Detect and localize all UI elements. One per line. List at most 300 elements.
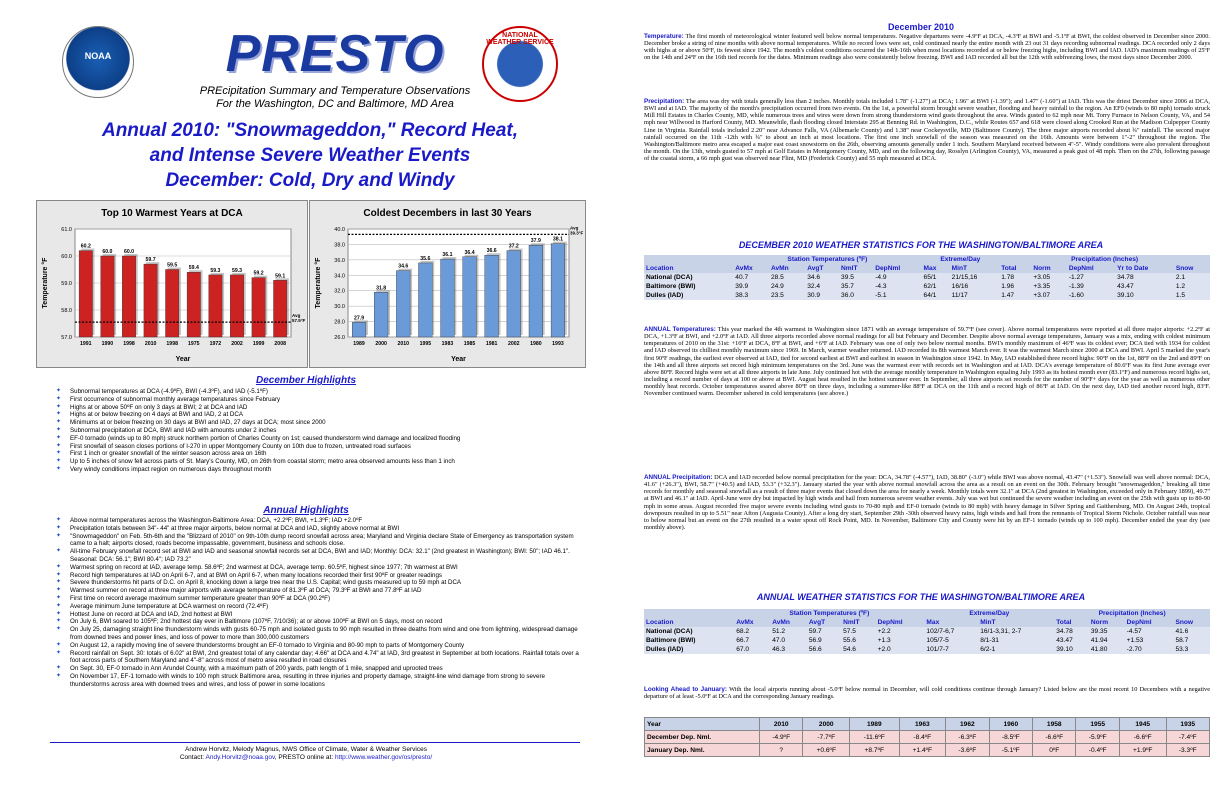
table-row xyxy=(645,718,1210,731)
column-header: AvMx xyxy=(733,264,769,273)
table-cell: 66.7 xyxy=(734,636,770,645)
chart-warmest-years xyxy=(36,200,308,368)
table-cell: 16/16 xyxy=(950,282,1000,291)
look-ahead-label: Looking Ahead to January: xyxy=(644,686,727,693)
column-header-row xyxy=(644,264,1210,273)
table-row xyxy=(644,636,1210,645)
right-column xyxy=(618,0,1224,792)
y-tick-label: 36.0 xyxy=(334,257,345,264)
table-cell: 1.5 xyxy=(1174,291,1210,300)
data-label: 59.4 xyxy=(188,265,199,272)
data-label: 59.1 xyxy=(275,273,286,280)
table-cell: Dulles (IAD) xyxy=(644,645,734,654)
contact-mid: , PRESTO online at: xyxy=(274,754,335,761)
table-cell: -5.9ºF xyxy=(1076,731,1119,744)
highlight-item: ✦ Hottest June on record at DCA and IAD, 2nd hottest at BWI xyxy=(56,611,586,619)
data-label: 37.2 xyxy=(508,243,519,250)
column-header: Total xyxy=(999,264,1031,273)
table-cell: -4.57 xyxy=(1125,627,1174,636)
bar xyxy=(122,256,135,337)
table-cell: 6/2-1 xyxy=(978,645,1054,654)
table-cell: 30.9 xyxy=(805,291,839,300)
x-tick-label: 1995 xyxy=(419,341,432,347)
table-cell: 1.47 xyxy=(999,291,1031,300)
data-label: 34.6 xyxy=(398,263,409,270)
table-cell: 1963 xyxy=(899,718,946,731)
column-header: Snow xyxy=(1173,618,1210,627)
group-header: Extreme/Day xyxy=(922,255,1000,264)
bar xyxy=(79,251,92,337)
column-header: DepNml xyxy=(876,618,925,627)
table-row xyxy=(644,627,1210,636)
table-cell: 1962 xyxy=(946,718,989,731)
column-header: Snow xyxy=(1174,264,1210,273)
bar xyxy=(252,278,265,337)
table-cell: 1.96 xyxy=(999,282,1031,291)
highlight-item: ✦ All-time February snowfall record set at BWI and IAD and seasonal snowfall records set at DCA, BWI and IAD; Monthly: DCA: 32.1" (2nd greatest in Washington); BWI: 50"; IAD 46.1". Seasonal: DCA: 56.1"; BWI 80.4"; IAD 73.2" xyxy=(56,548,586,564)
y-tick-label: 57.0 xyxy=(61,335,72,341)
highlight-item: ✦ First time on record average maximum summer temperature greater than 90ºF at DCA (90.2ºF) xyxy=(56,595,586,603)
subtitle-line1: PREcipitation Summary and Temperature Observations xyxy=(199,85,471,97)
table-cell: -8.4ºF xyxy=(899,731,946,744)
table-cell: +3.35 xyxy=(1031,282,1066,291)
presto-title: PRESTO xyxy=(225,25,445,83)
table-cell: 102/7-6,7 xyxy=(924,627,978,636)
table-cell: 51.2 xyxy=(770,627,807,636)
x-tick-label: 1999 xyxy=(252,341,265,347)
december-heading: December 2010 xyxy=(887,22,955,32)
column-header: AvMn xyxy=(770,618,807,627)
table-cell: 1958 xyxy=(1033,718,1076,731)
table-cell: 1.2 xyxy=(1174,282,1210,291)
temp-label: Temperature: xyxy=(644,33,684,40)
table-cell: 58.7 xyxy=(1173,636,1210,645)
group-header: Station Temperatures (ºF) xyxy=(734,609,924,618)
average-label-line: Avg xyxy=(570,225,579,231)
table-cell: 64/1 xyxy=(922,291,950,300)
column-header: Location xyxy=(644,264,733,273)
group-header: Precipitation (Inches) xyxy=(999,255,1210,264)
x-tick-label: 2010 xyxy=(144,341,157,347)
table-cell: -3.3ºF xyxy=(1166,744,1210,757)
table-cell: -1.39 xyxy=(1067,282,1115,291)
highlight-item: ✦ Up to 5 inches of snow fell across parts of St. Mary's County, MD, on 26th from coastal storm; metro area observed amounts less than 1 inch xyxy=(56,458,586,466)
highlight-item: ✦ Minimums at or below freezing on 30 days at BWI and IAD, 27 days at DCA; most since 2000 xyxy=(56,419,586,427)
table-cell: 41.94 xyxy=(1089,636,1125,645)
table-cell: 41.80 xyxy=(1089,645,1125,654)
table-cell: 105/7-5 xyxy=(924,636,978,645)
table-cell: 1955 xyxy=(1076,718,1119,731)
average-label xyxy=(570,225,584,235)
highlight-item: ✦ Average minimum June temperature at DCA warmest on record (72.4ºF) xyxy=(56,603,586,611)
table-cell: 2.1 xyxy=(1174,273,1210,282)
x-tick-label: 2002 xyxy=(507,341,520,347)
credits xyxy=(0,746,612,762)
annual-highlights-list xyxy=(56,517,586,689)
table-cell: 53.3 xyxy=(1173,645,1210,654)
table-cell: 2000 xyxy=(803,718,850,731)
table-cell: National (DCA) xyxy=(644,273,733,282)
highlight-item: ✦ "Snowmageddon" on Feb. 5th-6th and the "Blizzard of 2010" on 9th-10th dump record snowfall across area; Maryland and Virginia declare State of Emergency as transportation system came to a halt; airports closed, roads become impassable, government, business and schools close. xyxy=(56,533,586,549)
data-label: 38.1 xyxy=(552,236,564,243)
y-tick-label: 40.0 xyxy=(334,227,345,233)
table-row xyxy=(644,282,1210,291)
data-label: 59.5 xyxy=(167,262,178,269)
x-tick-label: 1980 xyxy=(530,341,542,347)
table-cell: 65/1 xyxy=(922,273,950,282)
column-header: Location xyxy=(644,618,734,627)
table-cell: -11.6ºF xyxy=(850,731,900,744)
column-header-row xyxy=(644,618,1210,627)
table-cell: 0ºF xyxy=(1033,744,1076,757)
chart-coldest-decembers-svg xyxy=(310,201,585,367)
average-label xyxy=(292,313,306,323)
contact-prefix: Contact: xyxy=(179,754,206,761)
table-cell: +0.6ºF xyxy=(803,744,850,757)
table-cell: 36.0 xyxy=(839,291,873,300)
chart-coldest-decembers xyxy=(309,200,586,368)
table-row xyxy=(645,744,1210,757)
annual-stats-title: ANNUAL WEATHER STATISTICS FOR THE WASHINGTON/BALTIMORE AREA xyxy=(756,592,1086,602)
column-header: AvgT xyxy=(805,264,839,273)
bar xyxy=(551,244,565,337)
highlight-item: ✦ First snowfall of season closes portions of I-270 in upper Montgomery County on 10th due to frozen, untreated road surfaces xyxy=(56,443,586,451)
group-header: Station Temperatures (ºF) xyxy=(733,255,921,264)
column-header: Norm xyxy=(1031,264,1066,273)
table-cell: 1.78 xyxy=(999,273,1031,282)
table-cell: +8.7ºF xyxy=(850,744,900,757)
data-label: 59.3 xyxy=(231,267,243,274)
annual-highlights-heading: Annual Highlights xyxy=(263,505,349,516)
table-cell: 46.3 xyxy=(770,645,807,654)
table-cell: -8.5ºF xyxy=(989,731,1032,744)
y-tick-label: 38.0 xyxy=(334,242,345,249)
table-cell: 54.6 xyxy=(841,645,876,654)
main-title-line3: December: Cold, Dry and Windy xyxy=(165,170,455,191)
y-axis-label: Temperature °F xyxy=(315,257,322,309)
contact-email-link[interactable]: Andy.Horvitz@noaa.gov xyxy=(205,754,275,761)
bar xyxy=(352,322,366,337)
highlight-item: ✦ Warmest spring on record at IAD, average temp. 58.6ºF; 2nd warmest at DCA, average temp. 60.5ºF, highest since 1977; 7th warmest at BWI xyxy=(56,564,586,572)
column-header: MinT xyxy=(978,618,1054,627)
table-cell: +1.53 xyxy=(1125,636,1174,645)
table-cell: 35.7 xyxy=(839,282,873,291)
table-cell: January Dep. Nml. xyxy=(645,744,760,757)
highlight-item: ✦ On November 17, EF-1 tornado with winds to 100 mph struck Baltimore area, resulting in three injuries and property damage, straight-line wind damage from strong to severe thunderstorms across area with downed trees and wires, and loss of power in some locations xyxy=(56,673,586,689)
table-cell: -1.60 xyxy=(1067,291,1115,300)
highlight-item: ✦ Subnormal temperatures at DCA (-4.9ºF), BWI (-4.3ºF), and IAD (-5.1ºF) xyxy=(56,388,586,396)
table-cell: +3.05 xyxy=(1031,273,1066,282)
annual-precip-paragraph xyxy=(644,474,1210,531)
highlight-item: ✦ On Sept. 30, EF-0 tornado in Ann Arundel County, with a maximum path of 200 yards, path length of 1 mile, snapped and uprooted trees xyxy=(56,665,586,673)
bar xyxy=(166,270,179,338)
annual-temperature-paragraph xyxy=(644,326,1210,398)
highlight-item: ✦ On July 25, damaging straight line thunderstorm winds with gusts 60-75 mph and isolated gusts to 90 mph resulted in three deaths from wind and one from lightning, widespread damage from downed trees and power lines, and loss of power to more than 300,000 customers xyxy=(56,626,586,642)
table-cell: 101/7-7 xyxy=(924,645,978,654)
table-cell: 21/15,16 xyxy=(950,273,1000,282)
table-cell: 38.3 xyxy=(733,291,769,300)
table-cell: 39.35 xyxy=(1089,627,1125,636)
dec-stats-title: DECEMBER 2010 WEATHER STATISTICS FOR THE WASHINGTON/BALTIMORE AREA xyxy=(738,240,1104,250)
column-header: Norm xyxy=(1089,618,1125,627)
x-tick-label: 1989 xyxy=(353,341,365,347)
table-cell: 67.0 xyxy=(734,645,770,654)
chart-warmest-years-svg xyxy=(37,201,307,367)
x-tick-label: 1998 xyxy=(166,341,178,347)
data-label: 27.9 xyxy=(353,315,365,322)
main-title-line2: and Intense Severe Weather Events xyxy=(149,145,471,166)
bar xyxy=(441,259,455,337)
data-label: 60.2 xyxy=(80,243,91,250)
table-cell: -6.6ºF xyxy=(1033,731,1076,744)
table-cell: 34.78 xyxy=(1115,273,1174,282)
y-tick-label: 26.0 xyxy=(334,335,345,341)
chart-title: Coldest Decembers in last 30 Years xyxy=(363,208,532,219)
december-highlights-list xyxy=(56,388,586,474)
table-cell: -3.6ºF xyxy=(946,744,989,757)
table-cell: 1960 xyxy=(989,718,1032,731)
table-cell: 56.9 xyxy=(807,636,841,645)
table-cell: -5.1ºF xyxy=(989,744,1032,757)
x-tick-label: 1981 xyxy=(485,341,498,347)
table-cell: -5.1 xyxy=(873,291,921,300)
table-cell: 16/1-3,31, 2-7 xyxy=(978,627,1054,636)
column-header: Total xyxy=(1054,618,1089,627)
bar xyxy=(485,255,499,337)
column-header: AvMx xyxy=(734,618,770,627)
table-cell: +2.0 xyxy=(876,645,925,654)
credits-authors: Andrew Horvitz, Melody Magnus, NWS Office of Climate, Water & Weather Services xyxy=(185,746,427,753)
highlight-item: ✦ Severe thunderstorms hit parts of D.C. on April 8, knocking down a large tree near the U.S. Capital; wind gusts measured up to 59 mph at DCA xyxy=(56,579,586,587)
bar xyxy=(396,271,410,337)
table-row xyxy=(644,291,1210,300)
group-header: Extreme/Day xyxy=(924,609,1054,618)
x-tick-label: 2010 xyxy=(397,341,410,347)
highlight-item: ✦ Warmest summer on record at three major airports with average temperature of 81.3ºF at DCA; 79.3ºF at BWI and 77.8ºF at IAD xyxy=(56,587,586,595)
x-tick-label: 1975 xyxy=(188,341,200,347)
table-cell: 39.10 xyxy=(1115,291,1174,300)
average-label-line: Avg xyxy=(292,313,301,319)
december-january-table xyxy=(644,717,1210,757)
main-title-line1: Annual 2010: "Snowmageddon," Record Heat, xyxy=(101,120,519,141)
column-header: AvgT xyxy=(807,618,841,627)
highlight-item: ✦ Highs at or below freezing on 4 days at BWI and IAD, 2 at DCA xyxy=(56,411,586,419)
column-header: Max xyxy=(922,264,950,273)
noaa-logo-text: NOAA xyxy=(84,51,112,61)
annual-temp-label: ANNUAL Temperatures: xyxy=(644,326,716,333)
group-header-blank xyxy=(644,255,733,264)
table-cell: +3.07 xyxy=(1031,291,1066,300)
highlight-item: ✦ On July 6, BWI soared to 105ºF; 2nd hottest day ever in Baltimore (107ºF, 7/10/36); at or above 100ºF at BWI on 5 days, most on record xyxy=(56,618,586,626)
look-ahead-text: With the local airports running about -5.0ºF below normal in December, will cold conditions continue through January? Listed below are the most recent 10 Decembers with a negative departure of at least -5.0ºF at DCA and the corresponding January readings. xyxy=(644,686,1210,701)
subtitle-line2: For the Washington, DC and Baltimore, MD Area xyxy=(216,98,454,110)
table-cell: 47.0 xyxy=(770,636,807,645)
y-tick-label: 61.0 xyxy=(61,227,72,233)
precip-text: The area was dry with totals generally less than 2 inches. Monthly totals included 1.78" (-1.27") at DCA; 1.96" at BWI (-1.39"); and 1.47" (-1.60") at IAD. This was the driest December since 2006 at DCA, BWI and at IAD. The majority of the month's precipitation occurred from two events. On the 1st, a powerful storm brought severe weather, flooding and heavy rainfall to the region. An EF0 (winds to 80 mph) tornado struck Mill Hill Estates in Charles County, MD, while numerous trees and wires were down from strong thunderstorm wind gusts throughout the area. Winds gusted to 62 mph near Mt. Torry Furnace in Nelson County, VA, and 54 mph near Willwood in Harford County, MD. Meanwhile, flash flooding closed Interstate 295 at Benning Rd. in Washington, D.C., while Routes 657 and 618 were closed along Crooked Run at the Madison Culpepper County Line in Virginia. Rainfall totals included 2.20" near Advance Falls, VA (Albemarle County) and 1.38" near Cockeysville, MD (Baltimore County). The three major airports recorded about ¾" rainfall. The second major rainfall occurred on the 11th -12th with ¾" to about an inch at most locations. The first one inch snowfall of the season was measured on the 16th. Amounts were between 1"-2" throughout the region. The Washington/Baltimore metro area escaped a major east coast snowstorm on the 26th, observing amounts generally under 1 inch. Southern Maryland received between 4"-5". Windy conditions were also prevalent throughout the month. On the 13th, winds gusted to 57 mph at Golf Estates in Montgomery County, MD, and on the following day, Rosslyn (Arlington County), VA, measured a peak gust of 48 mph. Then on the 27th, following passage of the coastal storm, a 66 mph gust was observed near Flint, MD (Frederick County) and 55 mph measured at DCA. xyxy=(644,98,1210,163)
y-axis-label: Temperature °F xyxy=(42,257,49,309)
table-cell: Baltimore (BWI) xyxy=(644,636,734,645)
table-cell: +2.2 xyxy=(876,627,925,636)
x-tick-label: 1990 xyxy=(101,341,114,347)
table-cell: 41.6 xyxy=(1173,627,1210,636)
table-cell: 1945 xyxy=(1119,718,1166,731)
bar xyxy=(507,251,521,337)
table-cell: -2.70 xyxy=(1125,645,1174,654)
table-cell: 56.6 xyxy=(807,645,841,654)
highlight-item: ✦ Record high temperatures at IAD on April 6-7, and at BWI on April 6-7, when many locations recorded their first 90ºF or greater readings xyxy=(56,572,586,580)
table-cell: 39.9 xyxy=(733,282,769,291)
bar xyxy=(529,245,543,337)
y-tick-label: 60.0 xyxy=(61,254,72,260)
table-cell: Baltimore (BWI) xyxy=(644,282,733,291)
table-cell: 34.78 xyxy=(1054,627,1089,636)
table-cell: -6.3ºF xyxy=(946,731,989,744)
bar xyxy=(463,257,477,337)
x-axis-label: Year xyxy=(451,356,466,363)
bar xyxy=(209,275,222,337)
column-header: DepNml xyxy=(1067,264,1115,273)
table-cell: -1.27 xyxy=(1067,273,1115,282)
table-cell: December Dep. Nml. xyxy=(645,731,760,744)
table-cell: 43.47 xyxy=(1115,282,1174,291)
group-header: Precipitation (Inches) xyxy=(1054,609,1210,618)
x-tick-label: 1972 xyxy=(209,341,222,347)
table-cell: 2010 xyxy=(760,718,803,731)
column-header: DepNml xyxy=(1125,618,1174,627)
table-cell: 43.47 xyxy=(1054,636,1089,645)
table-cell: -7.4ºF xyxy=(1166,731,1210,744)
table-cell: 40.7 xyxy=(733,273,769,282)
highlight-item: ✦ First occurrence of subnormal monthly average temperatures since February xyxy=(56,396,586,404)
table-cell: +1.9ºF xyxy=(1119,744,1166,757)
table-cell: -6.6ºF xyxy=(1119,731,1166,744)
credits-contact xyxy=(0,754,612,762)
table-cell: -7.7ºF xyxy=(803,731,850,744)
x-tick-label: 1983 xyxy=(441,341,454,347)
table-cell: -4.9 xyxy=(873,273,921,282)
table-cell: Dulles (IAD) xyxy=(644,291,733,300)
annual-temp-text: This year marked the 4th warmest in Washington since 1871 with an average temperature of 59.7ºF (see cover). Above normal temperatures were reported at all three major airports: +2.2ºF at DCA, +1.3ºF at BWI, and +2.0ºF at IAD. All three airports recorded above normal readings for all but February and December. Despite above normal average temperatures, January was a mix, ending with coldest minimum temperatures of 2010 on the 31st: +16ºF at DCA, 8ºF at BWI, and +6ºF at IAD. February was one of only two below normal months. BWI's monthly maximum of 46ºF was its coldest ever; DCA tied with 1934 for coldest and IAD observed its chilliest monthly maximum since 1969. In March, warmer weather returned. IAD recorded its 8th warmest March ever. It was the warmest March since 2000 at DCA and BWI. April 5 marked the year's first 90ºF readings, the earliest ever observed at IAD, tied for second earliest at BWI and earliest in season in Washington since 1942. In May, IAD established three record highs: 90ºF on the 1st, 88ºF on the 2nd and 89ºF on the 14th and all three airports set record high minimum temperatures on the 3rd. June was the warmest ever with records set in Washington and at IAD. DCA's average temperature of 80.6ºF was its first June average ever above 80ºF. Record highs were set at all three airports in late June. July continued hot with the average monthly temperature in Washington equaling July 1993 as its hottest month ever (83.1ºF) and numerous record highs set, including a record number of days at 100 or above at BWI. August heat resulted in the hottest summer ever. In September, all three airports set records for the number of 90ºF+ days for the year as well as numerous other monthly heat records. October temperatures soared above 80ºF on three days, including a summer-like 88ºF at DCA on the 11th and a record high of 86ºF at IAD. On the next day, IAD tied another record high, 83ºF. November continued warm. December ushered in cold temperatures (see above.) xyxy=(644,326,1211,398)
average-label-line: 57.5°F xyxy=(292,318,306,324)
table-cell: ? xyxy=(760,744,803,757)
column-header: MinT xyxy=(950,264,1000,273)
precip-label: Precipitation: xyxy=(644,98,685,105)
annual-precip-label: ANNUAL Precipitation: xyxy=(644,474,713,481)
table-cell: -4.3 xyxy=(873,282,921,291)
data-label: 37.9 xyxy=(530,238,541,245)
data-label: 36.4 xyxy=(464,249,475,256)
column-header: NmlT xyxy=(841,618,876,627)
data-label: 36.1 xyxy=(442,252,453,259)
table-cell: -0.4ºF xyxy=(1076,744,1119,757)
group-header-row xyxy=(644,255,1210,264)
column-header: Max xyxy=(924,618,978,627)
table-cell: 8/1-31 xyxy=(978,636,1054,645)
table-cell: 28.5 xyxy=(769,273,805,282)
x-tick-label: 2008 xyxy=(274,341,286,347)
table-cell: 1989 xyxy=(850,718,900,731)
table-cell: Year xyxy=(645,718,760,731)
average-label-line: 39.3°F xyxy=(570,230,584,236)
table-cell: 34.6 xyxy=(805,273,839,282)
table-cell: 32.4 xyxy=(805,282,839,291)
table-cell: 1935 xyxy=(1166,718,1210,731)
table-row xyxy=(645,731,1210,744)
group-header-row xyxy=(644,609,1210,618)
table-cell: 11/17 xyxy=(950,291,1000,300)
highlight-item: ✦ First 1 inch or greater snowfall of the winter season across area on 16th xyxy=(56,450,586,458)
y-tick-label: 28.0 xyxy=(334,319,345,326)
highlight-item: ✦ EF-0 tornado (winds up to 80 mph) struck northern portion of Charles County on 1st; caused thunderstorm wind damage and localized flooding xyxy=(56,435,586,443)
chart-title: Top 10 Warmest Years at DCA xyxy=(101,208,243,219)
table-cell: 39.10 xyxy=(1054,645,1089,654)
table-cell: 59.7 xyxy=(807,627,841,636)
look-ahead-paragraph xyxy=(644,686,1210,700)
bar xyxy=(274,280,287,337)
highlight-item: ✦ Record rainfall on Sept. 30: totals of 6.02" at BWI, 2nd greatest total of any calendar day; 4.66" at DCA and 4.74" at IAD, 3rd greatest in September at both locations. Rainfall totals over a foot across parts of Southern Maryland and 4"-8" across most of metro area resulted in road closures xyxy=(56,650,586,666)
december-highlights-heading: December Highlights xyxy=(255,375,357,386)
credits-divider xyxy=(50,742,580,743)
table-row xyxy=(644,273,1210,282)
presto-url-link[interactable]: http://www.weather.gov/os/presto/ xyxy=(334,754,433,761)
noaa-logo xyxy=(62,26,134,98)
bar xyxy=(374,292,388,337)
highlight-item: ✦ Highs at or above 50ºF on only 3 days at BWI; 2 at DCA and IAD xyxy=(56,404,586,412)
x-tick-label: 1991 xyxy=(80,341,92,347)
table-cell: 68.2 xyxy=(734,627,770,636)
data-label: 60.0 xyxy=(102,249,113,255)
x-axis-label: Year xyxy=(175,356,191,363)
x-tick-label: 1985 xyxy=(463,341,476,347)
temp-text: The first month of meteorological winter featured well below normal temperatures. Negative departures were -4.9ºF at DCA, -4.3ºF at BWI and -5.1ºF at BWI, the coldest observed in December since 2000. December broke a string of nine months with above normal temperatures. While no record lows were set, cold continued nearly the entire month with 23 out 31 days recording subnormal readings. DCA recorded only 2 days with highs at or above 50ºF, its fewest since 1942. The month's coldest conditions occurred the 14th-16th when most locations recorded at or below freezing highs, including BWI and IAD. IAD's maximum readings of 25ºF on the 14th and 24ºF on the 16th tied records for the dates. Minimum readings also were consistently below freezing. BWI and IAD recorded all but the 12th with subfreezing lows, the most days since December 2000. xyxy=(644,33,1210,62)
table-cell: +1.3 xyxy=(876,636,925,645)
y-tick-label: 30.0 xyxy=(334,304,345,311)
x-tick-label: 2000 xyxy=(375,341,387,347)
bar xyxy=(187,272,200,337)
group-header-blank xyxy=(644,609,734,618)
table-cell: National (DCA) xyxy=(644,627,734,636)
data-label: 35.6 xyxy=(420,255,431,262)
highlight-item: ✦ Above normal temperatures across the Washington-Baltimore Area: DCA, +2.2ºF; BWI, +1.3ºF; IAD +2.0ºF xyxy=(56,517,586,525)
nws-logo-text: NATIONAL WEATHER SERVICE xyxy=(486,32,554,46)
data-label: 31.8 xyxy=(376,285,387,292)
bar xyxy=(230,275,243,337)
dec-stats-table xyxy=(644,255,1210,300)
annual-precip-text: DCA and IAD recorded below normal precipitation for the year: DCA, 34.78" (-4.57"), IAD, 38.80" (-3.0") while BWI was above normal, 43.47" (+1.53"). Snowfall was well above normal: DCA, 41.6" (+26.3"), BWI, 58.7" (+40.5) and IAD, 53.3" (+32.3"). January started the year with above normal snowfall across the area as a result on an event on the 30th. February brought "snowmageddon," breaking all time records for monthly and seasonal snowfall as a result of three major events that closed down the area for nearly a week. Monthly totals were 32.1" at DCA (2nd greatest in Washington, exceeded only in February 1899), 49.7" at BWI and 46.1" at IAD. April-June were dry but impacted by high winds and hail from numerous severe weather events. July was wet but continued the severe weather including an event on the 25th with gusts up to 80-90 mph in some areas. August recorded five major severe events including wind gusts to 70-80 mph and EF-0 tornado (winds to 80 mph) with heavy damage in Silver Spring and Gaithersburg, MD. On August 24th, tropical downpours resulted in up to 5.51" near Afton (Augusta County). After a long dry start, September 29th -30th observed heavy rains, high winds and hail from the remnants of Tropical Storm Nichole. October rainfall was near to below normal but an event on the 27th resulted in a water spout off Rock Point, MD. In November, Baltimore City and County were hit by an EF-1 tornado (winds up to 100 mph). December ended the year dry (see monthly above). xyxy=(644,474,1210,532)
december-precip-paragraph xyxy=(644,98,1210,162)
data-label: 59.7 xyxy=(145,257,156,264)
bar xyxy=(101,256,114,337)
data-label: 59.2 xyxy=(253,270,264,277)
bar xyxy=(144,264,157,337)
highlight-item: ✦ Precipitation totals between 34"- 44" at three major airports, below normal at DCA and IAD, slightly above normal at BWI xyxy=(56,525,586,533)
column-header: Yr to Date xyxy=(1115,264,1174,273)
x-tick-label: 1993 xyxy=(552,341,564,347)
table-cell: 55.6 xyxy=(841,636,876,645)
column-header: DepNml xyxy=(873,264,921,273)
highlight-item: ✦ On August 12, a rapidly moving line of severe thunderstorms brought an EF-0 tornado to Virginia and 80-90 mph to parts of Montgomery County xyxy=(56,642,586,650)
table-cell: +1.4ºF xyxy=(899,744,946,757)
table-cell: 24.9 xyxy=(769,282,805,291)
y-tick-label: 34.0 xyxy=(334,273,345,280)
data-label: 60.0 xyxy=(123,249,135,255)
column-header: AvMn xyxy=(769,264,805,273)
table-cell: -4.9ºF xyxy=(760,731,803,744)
highlight-item: ✦ Very windy conditions impact region on numerous days throughout month xyxy=(56,466,586,474)
bar xyxy=(418,263,432,337)
highlight-item: ✦ Subnormal precipitation at DCA, BWI and IAD with amounts under 2 inches xyxy=(56,427,586,435)
table-cell: 39.5 xyxy=(839,273,873,282)
